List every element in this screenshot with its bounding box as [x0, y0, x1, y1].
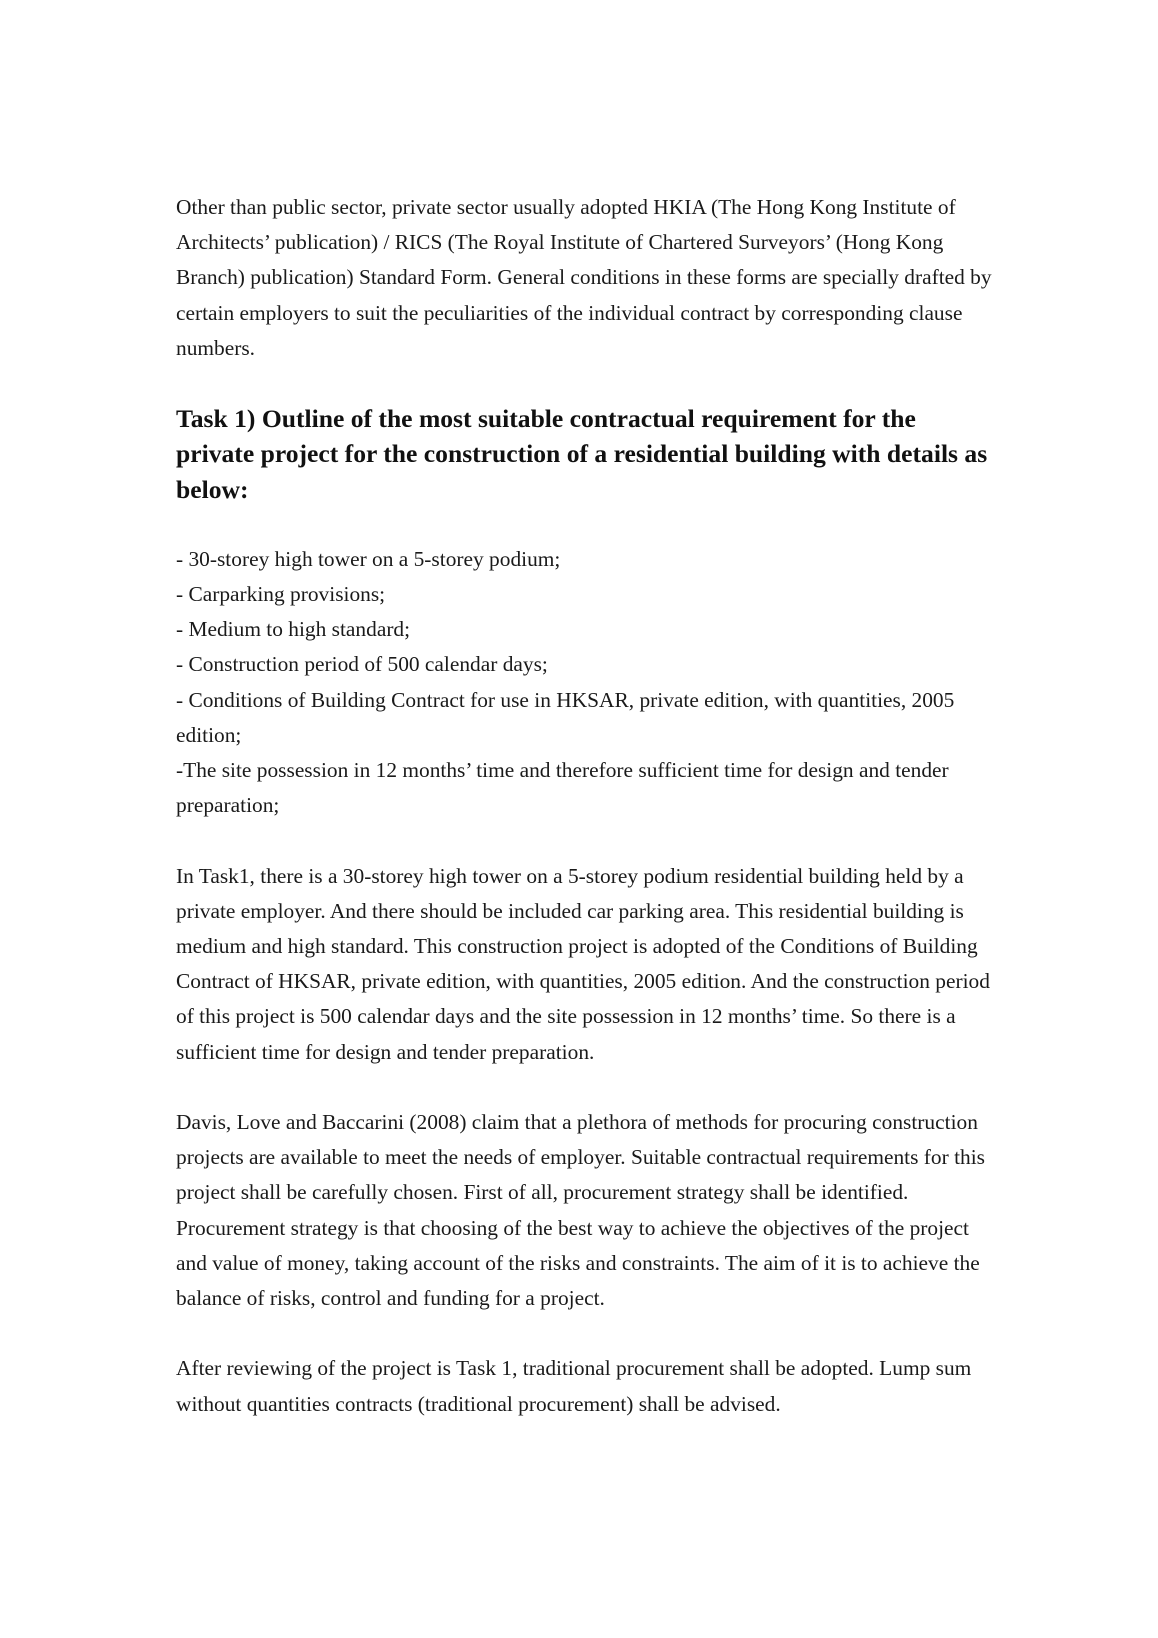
detail-item-tower: - 30-storey high tower on a 5-storey podium; — [176, 546, 561, 571]
detail-item-contract-conditions: - Conditions of Building Contract for use in HKSAR, private edition, with quantities, 2005 edition; — [176, 687, 955, 747]
detail-item-construction-period: - Construction period of 500 calendar days; — [176, 652, 548, 677]
document-body — [176, 190, 996, 1457]
review-paragraph: After reviewing of the project is Task 1, traditional procurement shall be adopted. Lump sum without quantities contracts (traditional procurement) shall be advised. — [176, 1356, 972, 1416]
davis-paragraph: Davis, Love and Baccarini (2008) claim that a plethora of methods for procuring construction projects are available to meet the needs of employer. Suitable contractual requirements for this project shall be carefully chosen. First of all, procurement strategy shall be identified. Procurement strategy is that choosing of the best way to achieve the objectives of the project and value of money, taking account of the risks and constraints. The aim of it is to achieve the balance of risks, control and funding for a project. — [176, 1110, 985, 1311]
task1-paragraph: In Task1, there is a 30-storey high tower on a 5-storey podium residential building held by a private employer. And there should be included car parking area. This residential building is medium and high standard. This construction project is adopted of the Conditions of Building Contract of HKSAR, private edition, with quantities, 2005 edition. And the construction period of this project is 500 calendar days and the site possession in 12 months’ time. So there is a sufficient time for design and tender preparation. — [176, 863, 990, 1064]
task-heading: Task 1) Outline of the most suitable contractual requirement for the private project for the construction of a residential building with details as below: — [176, 404, 988, 504]
intro-paragraph: Other than public sector, private sector usually adopted HKIA (The Hong Kong Institute of Architects’ publication) / RICS (The Royal Institute of Chartered Surveyors’ (Hong Kong Branch) publication) Standard Form. General conditions in these forms are specially drafted by certain employers to suit the peculiarities of the individual contract by corresponding clause numbers. — [176, 195, 992, 360]
detail-item-standard: - Medium to high standard; — [176, 617, 411, 642]
detail-item-site-possession: -The site possession in 12 months’ time and therefore sufficient time for design and tender preparation; — [176, 758, 949, 818]
project-details-list — [176, 542, 996, 824]
detail-item-carparking: - Carparking provisions; — [176, 582, 386, 607]
